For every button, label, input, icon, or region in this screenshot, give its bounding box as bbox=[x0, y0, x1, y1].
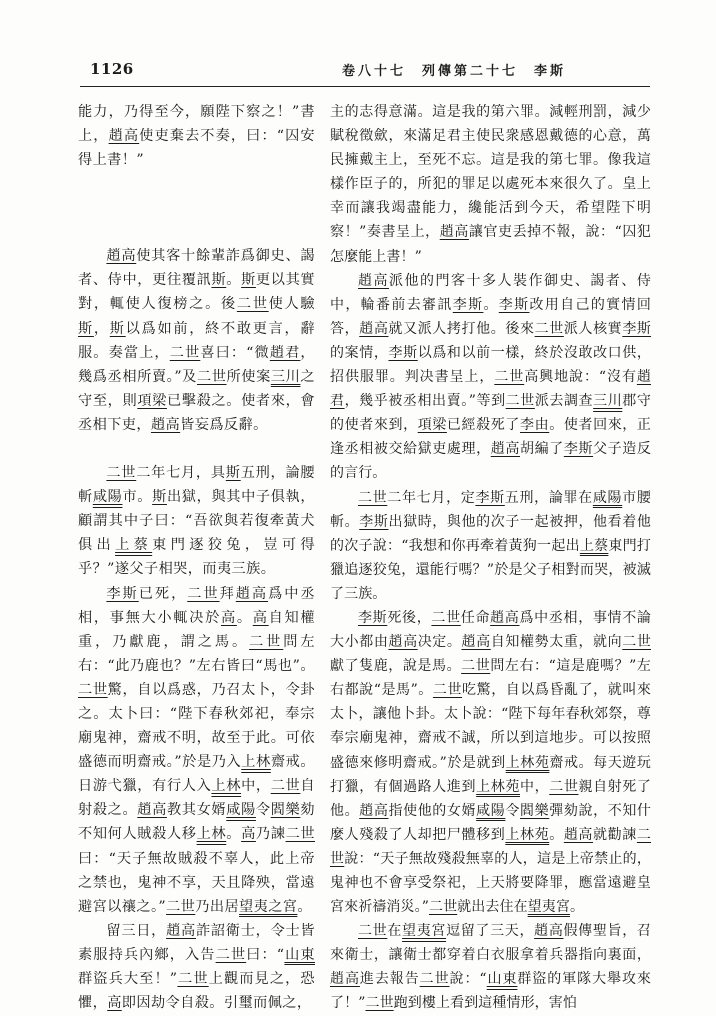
text-run: 曰：“天子無故賊殺不辜人，此上帝之禁也，鬼神不享，天且降殃，當遠避宮以禳之。” bbox=[78, 850, 315, 915]
person-name: 二世 bbox=[177, 971, 209, 987]
person-name: 趙高 bbox=[108, 128, 140, 145]
text-run: 曰：“ bbox=[246, 946, 285, 963]
place-name: 咸陽 bbox=[592, 489, 623, 506]
person-name: 高 bbox=[252, 609, 269, 626]
text-run: 。 bbox=[549, 826, 564, 843]
text-run: 出獄，與其中子俱執，顧謂其中子曰：“吾欲與若復牽黃犬俱出 bbox=[78, 489, 315, 554]
person-name: 趙君 bbox=[330, 369, 651, 410]
text-run: 中， bbox=[519, 778, 550, 795]
place-name: 上林苑 bbox=[505, 826, 550, 843]
text-run: 指使他的女婿 bbox=[388, 802, 477, 819]
text-run: 。 bbox=[483, 296, 499, 313]
text-run: 彈劾說，不知什麼人殘殺了人却把尸體移到 bbox=[330, 802, 652, 843]
paragraph bbox=[78, 582, 315, 919]
text-run: 逗留了三天， bbox=[446, 923, 535, 940]
text-run: 以爲和以前一樣，終於沒敢改口供，招供服罪。判决書呈上， bbox=[330, 344, 652, 386]
text-run: 自射殺之。 bbox=[78, 778, 315, 819]
person-name: 趙高 bbox=[359, 320, 389, 337]
person-name: 趙高 bbox=[137, 802, 167, 819]
text-run: 死後， bbox=[387, 609, 432, 626]
person-name: 二世 bbox=[270, 778, 301, 795]
text-run: 獻了隻鹿，說是馬。 bbox=[330, 658, 462, 675]
person-name: 二世 bbox=[106, 465, 137, 482]
text-run: 二年七月，具 bbox=[136, 465, 226, 482]
person-name: 二世 bbox=[428, 899, 458, 916]
person-name: 二世 bbox=[419, 971, 450, 988]
person-name: 李斯 bbox=[452, 296, 484, 313]
person-name: 趙高 bbox=[358, 272, 389, 289]
person-name: 李斯 bbox=[498, 296, 530, 313]
text-run: 上觀而見之，恐懼， bbox=[78, 971, 315, 1012]
text-run: 派他的門客十多人裝作御史、謁者、侍中，輪番前去審訊 bbox=[330, 272, 652, 313]
text-run: 改用自己的實情回答， bbox=[330, 296, 651, 337]
person-name: 李斯 bbox=[106, 585, 139, 602]
text-run: 說：“天子無故殘殺無辜的人，這是上帝禁止的，鬼神也不會享受祭祀，上天將要降罪，應當遠避皇宮來祈禱消災。” bbox=[330, 850, 651, 916]
paragraph bbox=[330, 100, 651, 269]
text-run: ，幾乎被丞相出賣。”等到 bbox=[344, 393, 506, 410]
text-run: 問左右：“這是鹿嗎？”左右都說“是馬”。 bbox=[330, 658, 652, 699]
text-run: 親自射死了他。 bbox=[330, 778, 652, 819]
person-name: 趙君 bbox=[269, 344, 301, 361]
person-name: 二世 bbox=[494, 369, 525, 386]
paragraph bbox=[78, 461, 315, 581]
text-run: 二年七月，定 bbox=[387, 489, 476, 506]
text-run: 群盜兵大至！” bbox=[78, 971, 178, 987]
text-run: 自知權勢太重，就向 bbox=[490, 634, 623, 651]
text-run: 教其女婿 bbox=[166, 802, 227, 819]
text-run: 驚，自以爲惑，乃召太卜，令卦之。太卜曰：“陛下春秋郊祀，奉宗廟鬼神，齋戒不明，故至于此。可依盛德而明齋戒。”於是乃入 bbox=[78, 681, 315, 771]
text-run: 胡編了 bbox=[519, 441, 564, 458]
paragraph bbox=[330, 606, 651, 919]
text-run: 五刑，論罪在 bbox=[504, 489, 593, 506]
paragraph bbox=[330, 269, 651, 486]
text-run: 進去報告 bbox=[359, 971, 420, 988]
person-name: 二世 bbox=[461, 658, 491, 675]
text-run: 爲中丞相，事無大小輒决於 bbox=[78, 585, 316, 626]
place-name: 上林苑 bbox=[476, 778, 520, 795]
person-name: 趙高 bbox=[563, 826, 594, 843]
text-run: 就勸諫 bbox=[593, 826, 637, 843]
text-run: 群盜的軍隊大舉攻來了！” bbox=[330, 971, 652, 1012]
place-name: 咸陽 bbox=[226, 802, 256, 819]
text-run: 劾不知何人賊殺人移 bbox=[78, 802, 315, 843]
text-run: 乃出居 bbox=[195, 898, 240, 915]
person-name: 趙高 bbox=[388, 634, 418, 651]
text-run: 皆妄爲反辭。 bbox=[180, 416, 268, 433]
text-run: 就出去住在 bbox=[457, 899, 528, 916]
person-name: 李斯 bbox=[622, 320, 652, 337]
text-run: 跑到樓上看到這種情形，害怕 bbox=[393, 995, 577, 1012]
person-name: 二世 bbox=[505, 393, 535, 410]
person-name: 斯 bbox=[241, 272, 256, 289]
person-name: 項梁 bbox=[137, 392, 167, 409]
text-run: 高興地說：“沒有 bbox=[524, 369, 637, 386]
classical-text-column bbox=[78, 100, 315, 1015]
person-name: 趙高 bbox=[150, 416, 181, 433]
person-name: 二世 bbox=[431, 609, 461, 626]
text-run: 所使案 bbox=[226, 368, 271, 385]
text-run: 東門打獵追逐狡兔，還能行嗎？”於是父子相對而哭，被滅了三族。 bbox=[330, 537, 651, 602]
text-run: 令 bbox=[505, 802, 521, 819]
text-run: 令 bbox=[255, 802, 271, 819]
text-run: 留三日， bbox=[106, 922, 167, 939]
person-name: 二世 bbox=[215, 946, 247, 963]
text-run: 主的志得意滿。這是我的第六罪。減輕刑罰，減少賦稅徵歛，來滿足君主使民衆感恩戴德的心意，萬民擁戴主上，至死不忘。這是我的第七罪。像我這樣作臣子的，所犯的罪足以處死本來很久了。皇上幸而讓我竭盡能力，纔能活到今天，希望陛下明察！”奏書呈上， bbox=[330, 104, 651, 241]
text-run: 東門逐狡兔，豈可得乎？”遂父子相哭，而夷三族。 bbox=[78, 537, 315, 578]
text-run: 使其客十餘輩詐爲御史、謁者、侍中，更往覆訊 bbox=[78, 248, 315, 289]
text-run: 能力，乃得至今，願陛下察之！”書上， bbox=[78, 104, 315, 145]
person-name: 趙高 bbox=[439, 224, 469, 241]
text-run: 市腰斬。 bbox=[330, 489, 652, 530]
paragraph bbox=[78, 244, 315, 437]
person-name: 二世 bbox=[534, 320, 564, 337]
text-run: 以爲如前，終不敢更言，辭服。奏當上， bbox=[78, 320, 315, 361]
text-run: 五刑，論腰斬 bbox=[78, 465, 315, 506]
text-run: 說：“ bbox=[449, 971, 487, 988]
place-name: 上蔡 bbox=[115, 537, 153, 554]
text-run: 假傳聖旨，召來衛士，讓衛士都穿着白衣服拿着兵器指向裏面， bbox=[330, 923, 651, 964]
page-number: 1126 bbox=[90, 60, 134, 78]
paragraph bbox=[330, 486, 651, 606]
text-run: 。 bbox=[297, 898, 312, 915]
text-run: 詐詔衛士，令士皆素服持兵內鄉，入告 bbox=[78, 922, 316, 963]
person-name: 趙高 bbox=[490, 609, 520, 626]
place-name: 上林 bbox=[196, 826, 227, 843]
text-run: 。 bbox=[226, 826, 242, 843]
text-run: 。使者回來，正逢丞相被交給獄吏處理， bbox=[330, 417, 652, 458]
person-name: 二世 bbox=[249, 633, 284, 650]
person-name: 高 bbox=[241, 826, 256, 843]
person-name: 閻樂 bbox=[270, 802, 301, 819]
text-run: 郡守的使者來到， bbox=[330, 393, 651, 434]
text-run: 讓官吏丢掉不報，說：“囚犯怎麼能上書！” bbox=[330, 224, 651, 265]
person-name: 斯 bbox=[152, 489, 167, 506]
running-head: 卷八十七 列傳第二十七 李斯 bbox=[341, 64, 566, 79]
text-run: 派去調查 bbox=[534, 393, 594, 410]
person-name: 趙高 bbox=[235, 585, 269, 602]
text-run: ，幾爲丞相所賣。”及 bbox=[78, 344, 315, 385]
text-run: 派人核實 bbox=[563, 320, 623, 337]
text-run: 吃驚，自以爲昏亂了，就叫來太卜，讓他卜卦。太卜說：“陛下每年春秋郊祭，尊奉宗廟鬼神，齋戒不誠，所以到這地步。可以按照盛德來修明齋戒。”於是就到 bbox=[330, 682, 651, 771]
place-name: 上林 bbox=[211, 778, 242, 795]
person-name: 二世 bbox=[78, 681, 108, 698]
text-run: 之守至，則 bbox=[78, 368, 315, 409]
person-name: 二世 bbox=[187, 585, 220, 602]
text-run: 在 bbox=[387, 923, 403, 940]
header-rule bbox=[80, 86, 650, 87]
person-name: 二世 bbox=[166, 898, 196, 915]
place-name: 望夷宮 bbox=[527, 899, 570, 916]
translation-column bbox=[330, 100, 651, 1016]
place-name: 上林 bbox=[241, 754, 271, 771]
person-name: 趙高 bbox=[461, 634, 491, 651]
person-name: 高 bbox=[107, 995, 122, 1012]
text-run: 齋戒。日游弋獵，有行人入 bbox=[78, 754, 315, 795]
person-name: 二世 bbox=[330, 826, 651, 867]
person-name: 二世 bbox=[236, 296, 269, 313]
text-run: 乃諫 bbox=[255, 826, 286, 843]
paragraph bbox=[78, 100, 315, 172]
place-name: 上林苑 bbox=[505, 754, 550, 771]
text-run: 已死， bbox=[138, 585, 188, 602]
text-run: 喜曰：“微 bbox=[200, 344, 270, 361]
person-name: 二世 bbox=[196, 368, 227, 385]
text-run: 問左右：“此乃鹿也？”左右皆曰“馬也”。 bbox=[78, 633, 315, 674]
text-run: 市。 bbox=[122, 489, 153, 506]
person-name: 二世 bbox=[622, 634, 651, 651]
text-run: 任命 bbox=[460, 609, 491, 626]
text-run: 。 bbox=[236, 609, 253, 626]
text-run: 齋戒。每天遊玩打獵，有個過路人進到 bbox=[330, 754, 651, 795]
place-name: 咸陽 bbox=[476, 802, 506, 819]
person-name: 李斯 bbox=[359, 513, 389, 530]
person-name: 趙高 bbox=[534, 923, 564, 940]
place-name: 上蔡 bbox=[579, 537, 609, 554]
person-name: 趙高 bbox=[359, 802, 389, 819]
person-name: 斯 bbox=[225, 465, 241, 482]
person-name: 李斯 bbox=[475, 489, 505, 506]
person-name: 李斯 bbox=[358, 609, 388, 626]
text-run: 决定。 bbox=[417, 634, 462, 651]
text-run: ， bbox=[93, 320, 110, 337]
person-name: 高 bbox=[220, 609, 237, 626]
text-run: 使人驗 bbox=[268, 296, 315, 313]
text-run: 已經殺死了 bbox=[446, 417, 520, 434]
person-name: 李斯 bbox=[388, 344, 418, 361]
text-run: 更以其實對，輒使人復榜之。後 bbox=[78, 272, 315, 313]
place-name: 望夷之宮 bbox=[239, 898, 298, 915]
person-name: 二世 bbox=[365, 995, 394, 1012]
text-run: 自知權重，乃獻鹿，謂之馬。 bbox=[78, 609, 315, 650]
paragraph bbox=[330, 919, 651, 1015]
text-run: 拜 bbox=[219, 585, 236, 602]
text-run: 出獄時，與他的次子一起被押，他看着他的次子說：“我想和你再牽着黃狗一起出 bbox=[330, 513, 651, 554]
person-name: 趙高 bbox=[330, 971, 360, 988]
text-run: 。 bbox=[569, 899, 585, 916]
text-run: 已擊殺之。使者來，會丞相下吏， bbox=[78, 392, 315, 433]
person-name: 斯 bbox=[78, 320, 94, 337]
place-name: 三川 bbox=[593, 393, 623, 410]
person-name: 二世 bbox=[285, 826, 315, 843]
text-run: 中， bbox=[241, 778, 271, 795]
person-name: 二世 bbox=[358, 489, 388, 506]
person-name: 趙高 bbox=[490, 441, 520, 458]
text-run: 即因劫令自殺。引璽而佩之， bbox=[121, 995, 312, 1012]
person-name: 二世 bbox=[432, 682, 463, 699]
text-run: 爲中丞相，事情不論大小都由 bbox=[330, 609, 652, 651]
person-name: 李由 bbox=[520, 417, 550, 434]
person-name: 閻樂 bbox=[520, 802, 550, 819]
text-run: 的案情， bbox=[330, 344, 389, 361]
person-name: 項梁 bbox=[417, 417, 447, 434]
text-run: 就又派人拷打他。後來 bbox=[388, 320, 535, 337]
person-name: 二世 bbox=[169, 344, 201, 361]
person-name: 李斯 bbox=[563, 441, 594, 458]
place-name: 咸陽 bbox=[92, 489, 123, 506]
text-run: 使吏棄去不奏，曰：“囚安得上書！” bbox=[78, 128, 315, 169]
person-name: 斯 bbox=[211, 272, 227, 289]
place-name: 山東 bbox=[486, 971, 518, 988]
person-name: 二世 bbox=[549, 778, 579, 795]
person-name: 斯 bbox=[109, 320, 126, 337]
place-name: 山東 bbox=[284, 946, 315, 963]
place-name: 三川 bbox=[270, 368, 301, 385]
person-name: 趙高 bbox=[106, 248, 137, 265]
person-name: 二世 bbox=[358, 923, 388, 940]
place-name: 望夷宮 bbox=[402, 923, 447, 940]
text-run: 父子造反的言行。 bbox=[330, 441, 652, 482]
text-run: 。 bbox=[226, 272, 242, 289]
paragraph bbox=[78, 919, 315, 1015]
person-name: 趙高 bbox=[166, 922, 196, 939]
